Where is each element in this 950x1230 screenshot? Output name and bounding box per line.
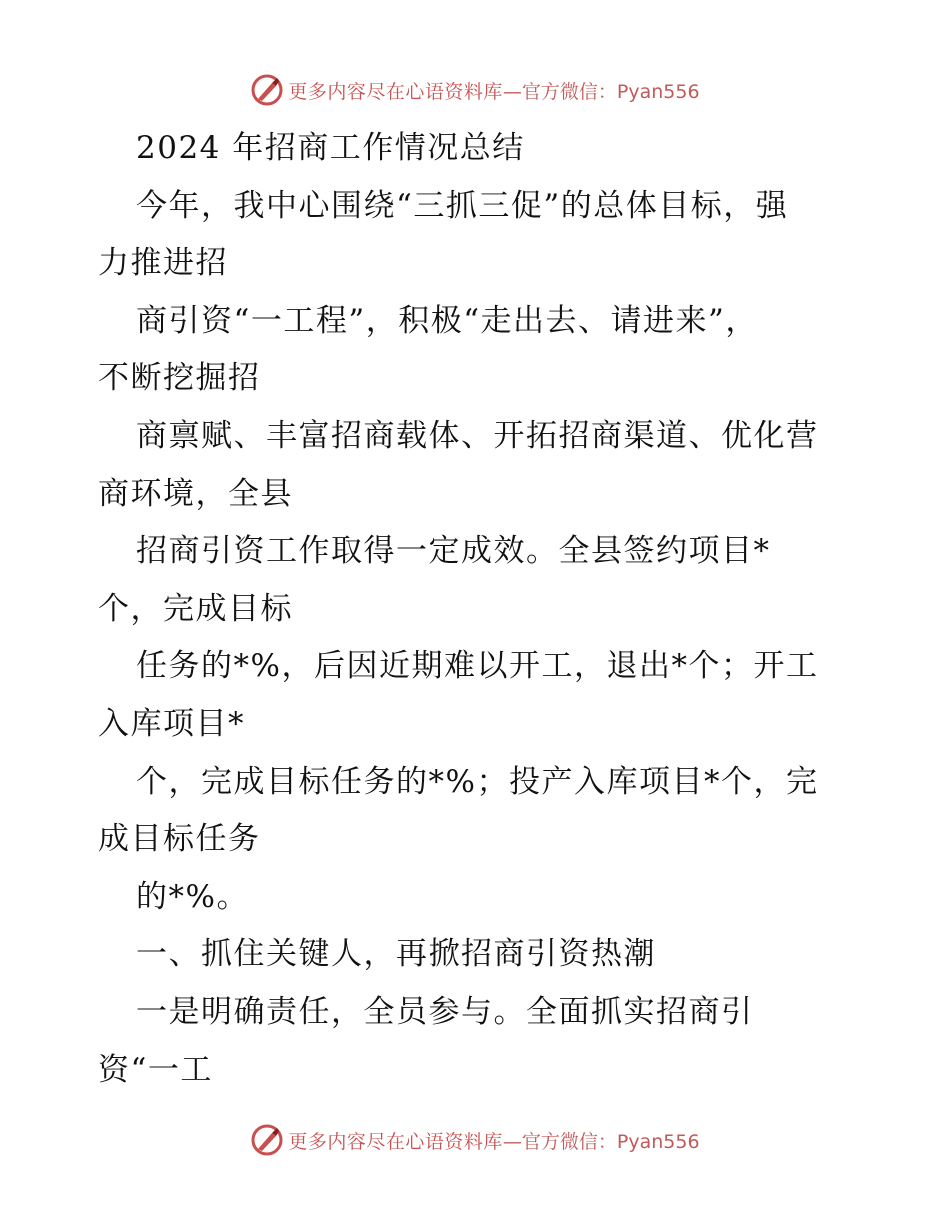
paragraph-line: 招商引资工作取得一定成效。全县签约项目* — [136, 533, 771, 570]
watermark-contact: —官方微信：Pyan556 — [502, 80, 700, 103]
watermark-contact: —官方微信：Pyan556 — [502, 1130, 700, 1153]
paragraph-line: 个，完成目标 — [98, 590, 293, 627]
paragraph-line: 入库项目* — [98, 705, 245, 742]
pen-logo-icon — [250, 73, 284, 107]
paragraph-line: 商环境，全县 — [98, 475, 293, 512]
document-title: 2024 年招商工作情况总结 — [136, 130, 525, 166]
paragraph-line: 任务的*%，后因近期难以开工，退出*个；开工 — [136, 648, 819, 685]
header-watermark — [0, 70, 950, 110]
watermark-brand: 更多内容尽在心语资料库 — [288, 1130, 503, 1153]
paragraph-line: 一是明确责任，全员参与。全面抓实招商引 — [136, 993, 754, 1030]
paragraph-line: 成目标任务 — [98, 821, 261, 858]
paragraph-line: 不断挖掘招 — [98, 360, 261, 397]
pen-logo-icon — [250, 1123, 284, 1157]
paragraph-line: 今年，我中心围绕“三抓三促”的总体目标，强 — [136, 187, 789, 224]
section-heading: 一、抓住关键人，再掀招商引资热潮 — [136, 936, 656, 973]
watermark-brand: 更多内容尽在心语资料库 — [288, 80, 503, 103]
paragraph-line: 个，完成目标任务的*%；投产入库项目*个，完 — [136, 763, 819, 800]
paragraph-line: 的*%。 — [136, 878, 249, 915]
document-body — [98, 120, 858, 1099]
footer-watermark — [0, 1120, 950, 1160]
paragraph-line: 资“一工 — [98, 1051, 213, 1088]
paragraph-line: 力推进招 — [98, 245, 228, 282]
paragraph-line: 商禀赋、丰富招商载体、开拓招商渠道、优化营 — [136, 417, 819, 454]
paragraph-line: 商引资“一工程”，积极“走出去、请进来”， — [136, 302, 758, 339]
